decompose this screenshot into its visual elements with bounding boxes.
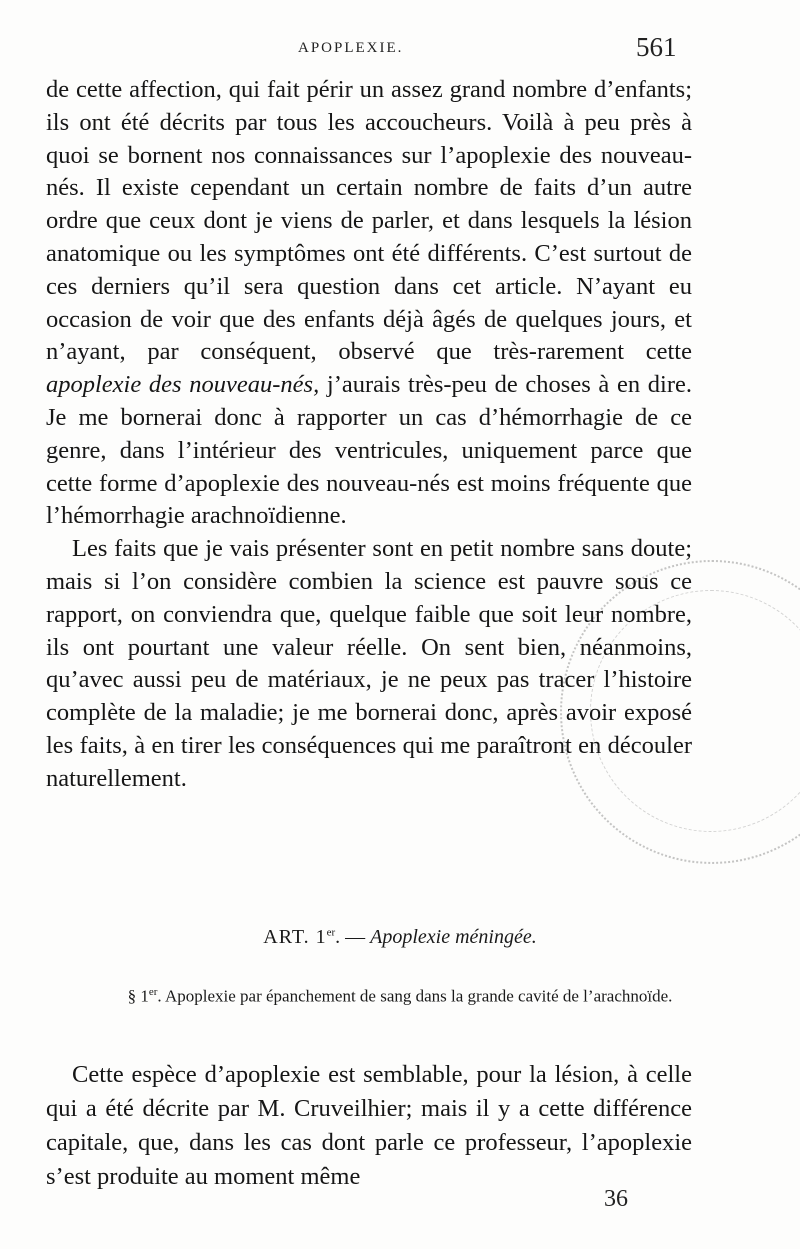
body-text	[46, 74, 692, 796]
paragraph-3: Cette espèce d’apoplexie est semblable, pour la lésion, à celle qui a été décrite par M. Cruveilhier; mais il y a cette différence capitale, que, dans les cas dont parle ce professeur, l’apoplexie s’est produite au moment même	[46, 1061, 692, 1190]
subsection-text: . Apoplexie par épanchement de sang dans la grande cavité de l’arachnoïde.	[157, 986, 673, 1006]
running-title: APOPLEXIE.	[298, 40, 404, 56]
paragraph-2: Les faits que je vais présenter sont en petit nombre sans doute; mais si l’on considère combien la science est pauvre sous ce rapport, on conviendra que, quelque faible que soit leur nombre, ils ont pourtant une valeur réelle. On sent bien, néanmoins, qu’avec aussi peu de matériaux, je ne peux pas tracer l’histoire complète de la maladie; je me bornerai donc, après avoir exposé les faits, à en tirer les conséquences qui me paraîtront en découler naturellement.	[46, 535, 692, 792]
signature-mark: 36	[604, 1186, 628, 1212]
page-number: 561	[636, 32, 677, 62]
paragraph-1	[46, 74, 692, 533]
article-label-sup: er	[326, 926, 336, 939]
paragraph-1-text-a: de cette affection, qui fait périr un assez grand nombre d’enfants; ils ont été décrits par tous les accoucheurs. Voilà à peu près à quoi se bornent nos connaissances sur l’apoplexie des nouveau-nés. Il existe cependant un certain nombre de faits d’un autre ordre que ceux dont je viens de parler, et dans lesquels la lésion anatomique ou les symptômes ont été différents. C’est surtout de ces derniers qu’il sera question dans cet article. N’ayant eu occasion de voir que des enfants déjà âgés de quelques jours, et n’ayant, par conséquent, observé que très-rarement cette	[46, 76, 692, 366]
subsection-symbol: § 1	[127, 986, 149, 1006]
subsection-heading	[60, 982, 740, 1007]
running-head	[0, 32, 800, 72]
article-label: ART. 1	[263, 926, 327, 948]
section-heading	[0, 926, 800, 949]
article-separator: . —	[335, 926, 371, 948]
subsection-sup: er	[148, 986, 158, 998]
body-text-continued	[46, 1058, 692, 1194]
article-title: Apoplexie méningée.	[370, 926, 537, 948]
paragraph-1-italic: apoplexie des nouveau-nés,	[46, 371, 320, 399]
paragraph-1-text-b: j’aurais très-peu de choses à en dire. Je me bornerai donc à rapporter un cas d’hémorrhagie de ce genre, dans l’intérieur des ventricules, uniquement parce que cette forme d’apoplexie des nouveau-nés est moins fréquente que l’hémorrhagie arachnoïdienne.	[46, 371, 692, 530]
